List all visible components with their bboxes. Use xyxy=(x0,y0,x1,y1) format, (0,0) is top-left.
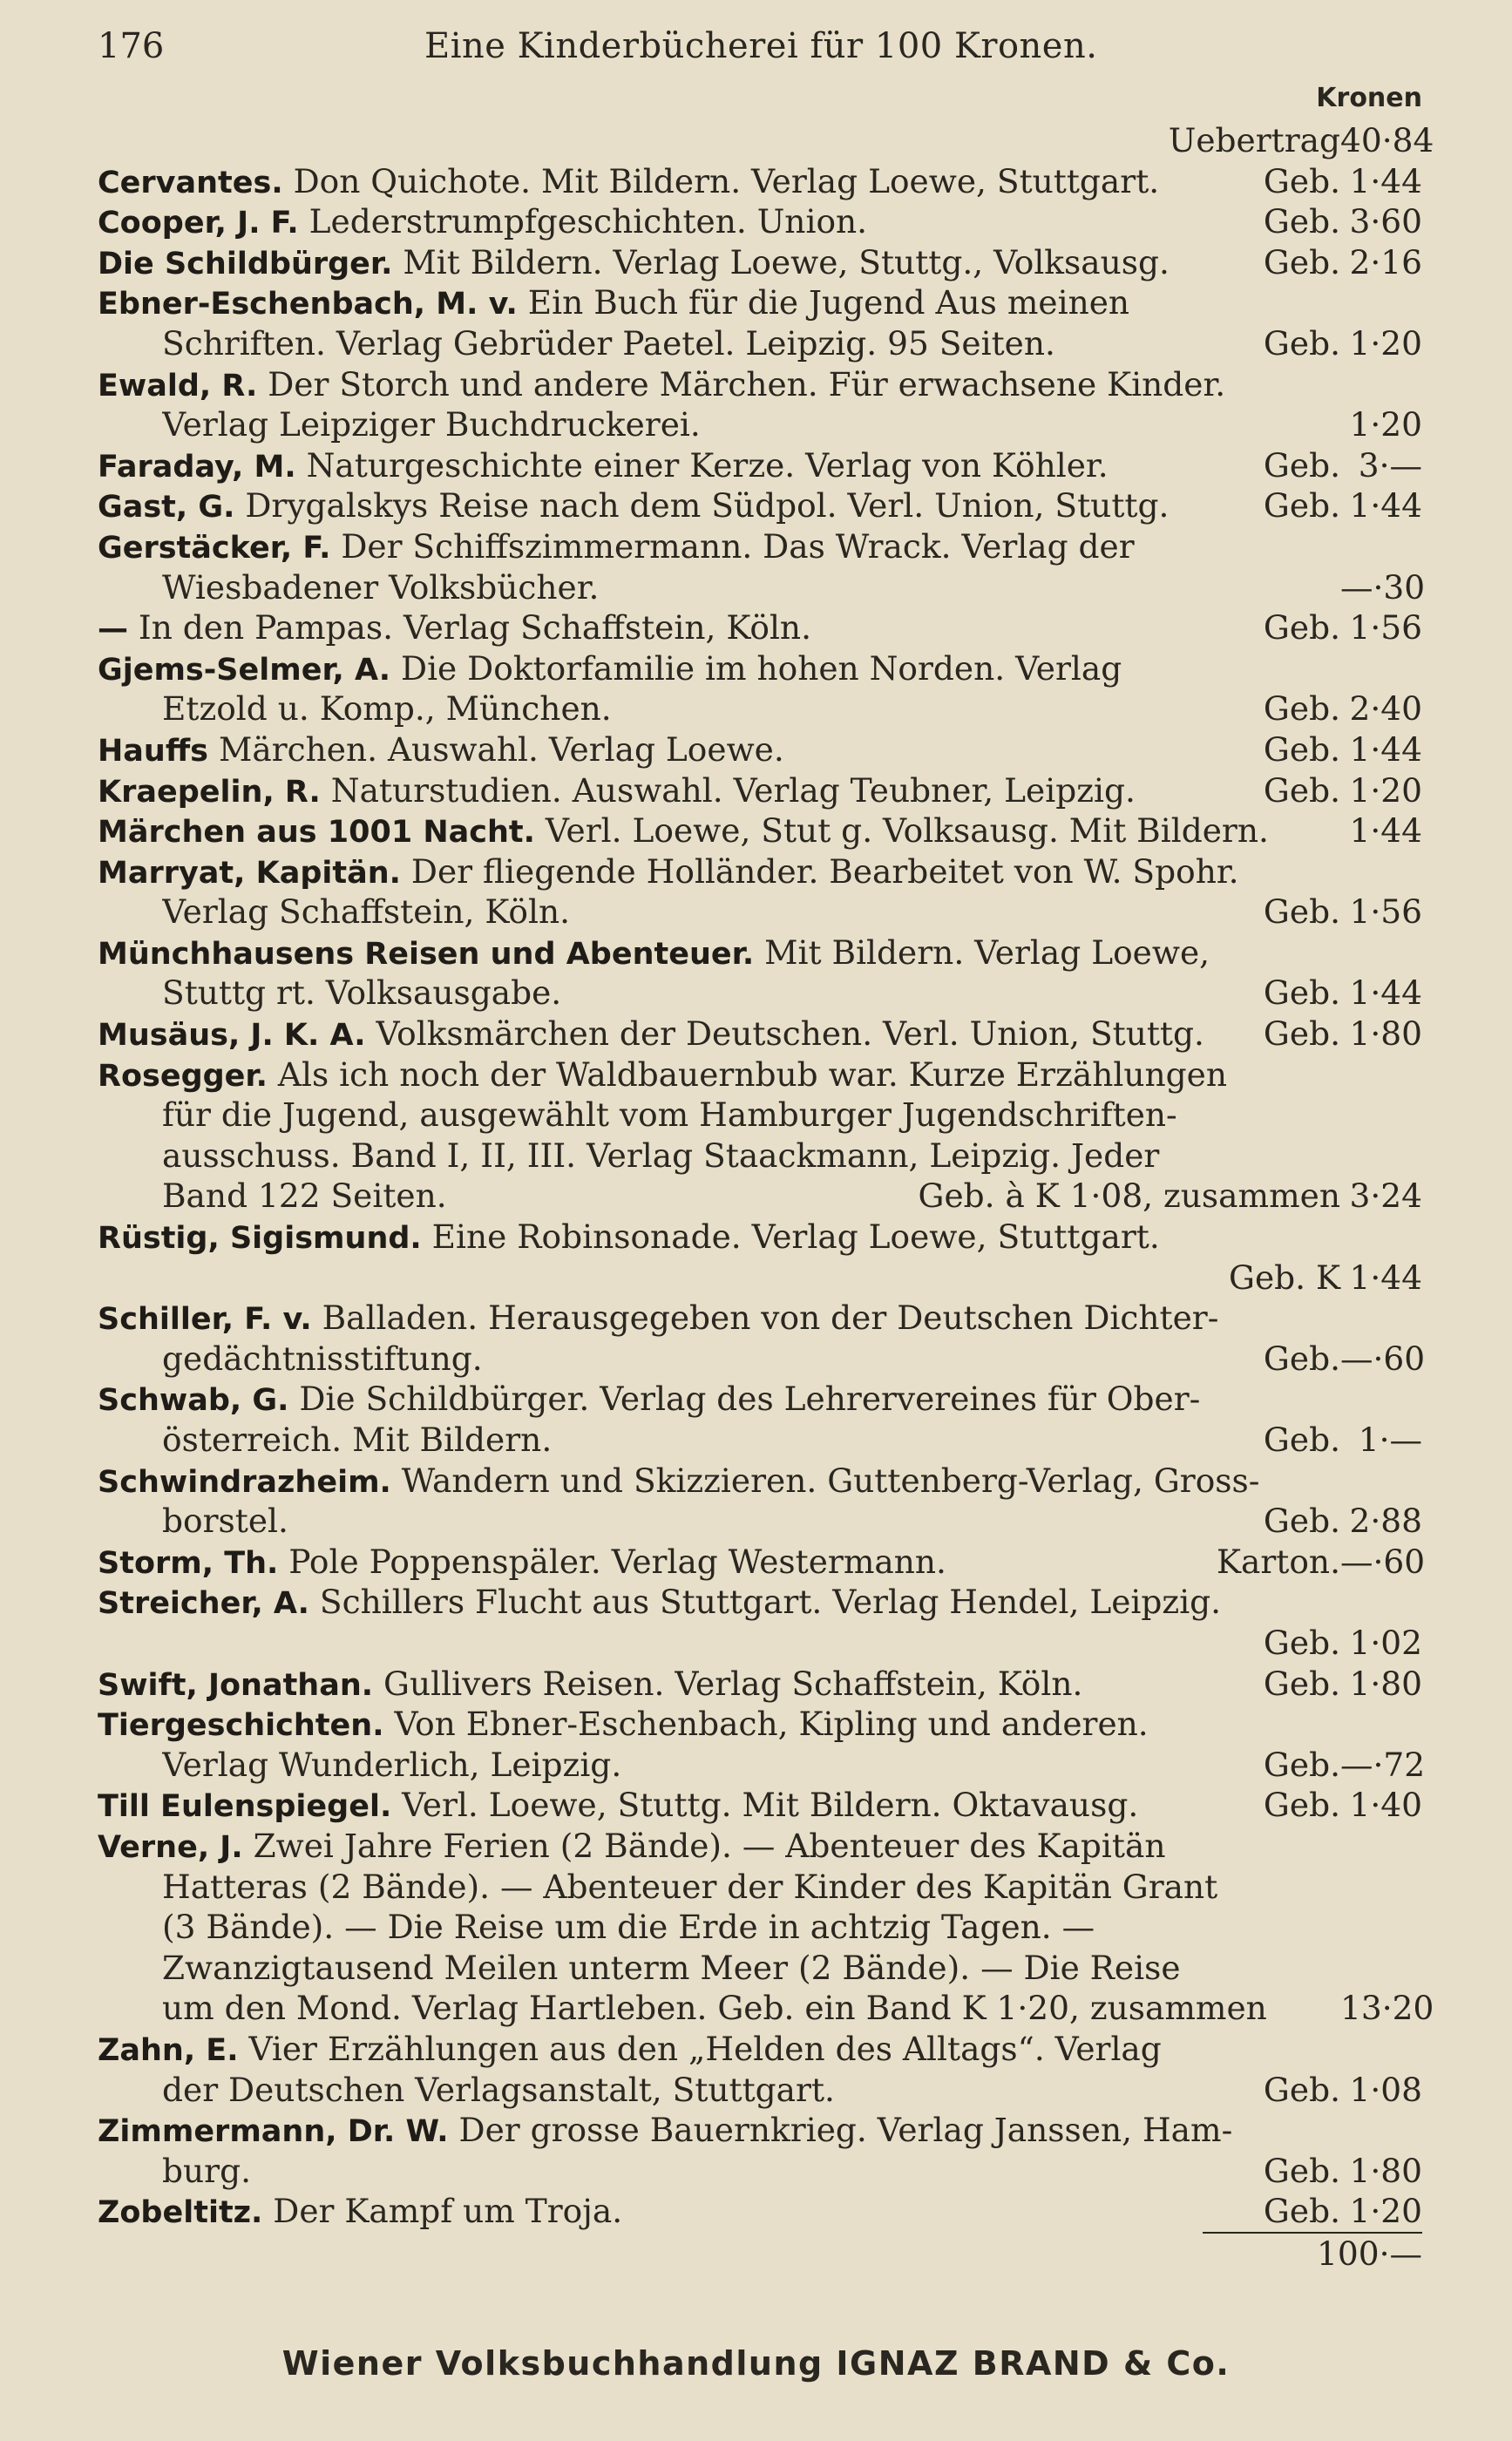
entry-description: österreich. Mit Bildern. xyxy=(162,1421,553,1459)
entry-text xyxy=(162,1339,1253,1380)
carry-over-label: Uebertrag xyxy=(1168,121,1340,159)
page-header xyxy=(98,26,1422,77)
entry-description: borstel. xyxy=(162,1502,288,1541)
entry-description: Gullivers Reisen. Verlag Schaffstein, Köln. xyxy=(383,1664,1083,1703)
entry-text xyxy=(98,932,1330,975)
price: 1·20 xyxy=(1349,770,1422,810)
entry-text xyxy=(98,1014,1253,1056)
author-name: Gast, G. xyxy=(98,490,235,525)
entry-description: Drygalskys Reise nach dem Südpol. Verl. Union, Stuttg. xyxy=(245,486,1170,525)
binding-note: Geb. xyxy=(1263,2151,1340,2190)
book-entry xyxy=(98,932,1422,973)
entry-description: Etzold u. Komp., München. xyxy=(162,689,612,729)
binding-note: Geb. xyxy=(1263,202,1340,241)
entry-text xyxy=(98,1582,1330,1624)
entry-text xyxy=(162,1867,1330,1908)
binding-note: Geb. xyxy=(1263,892,1340,932)
binding-note: Geb. xyxy=(1263,973,1340,1013)
entry-description: Verl. Loewe, Stuttg. Mit Bildern. Oktavausg. xyxy=(402,1786,1139,1825)
entry-description: Wandern und Skizzieren. Guttenberg-Verlag, Gross- xyxy=(401,1461,1260,1500)
binding-note: Geb. xyxy=(1263,1745,1340,1784)
entry-description: Naturstudien. Auswahl. Verlag Teubner, Leipzig. xyxy=(330,770,1136,810)
binding-note: Geb. xyxy=(1263,1421,1340,1459)
sum-rule xyxy=(98,2232,1422,2234)
entry-description: Zwei Jahre Ferien (2 Bände). — Abenteuer des Kapitän xyxy=(253,1826,1166,1865)
book-entry xyxy=(98,1014,1422,1054)
binding-note: Karton. xyxy=(1216,1542,1340,1581)
price: 1·02 xyxy=(1349,1623,1422,1662)
entry-description: Wiesbadener Volksbücher. xyxy=(162,567,600,607)
author-name: Tiergeschichten. xyxy=(98,1708,384,1744)
book-entry-continuation xyxy=(98,2070,1422,2111)
entry-description: Die Schildbürger. Verlag des Lehrervereines für Ober- xyxy=(299,1380,1201,1419)
author-name: Musäus, J. K. A. xyxy=(98,1018,366,1054)
entry-text xyxy=(98,1542,1206,1584)
entry-text xyxy=(98,1664,1253,1706)
entry-text xyxy=(98,1379,1330,1421)
entry-description: Märchen. Auswahl. Verlag Loewe. xyxy=(218,729,784,769)
entry-text xyxy=(98,810,1330,853)
book-entry xyxy=(98,851,1422,892)
entry-description: Der Schiffszimmermann. Das Wrack. Verlag der xyxy=(341,526,1135,566)
book-entry xyxy=(98,648,1422,689)
entry-description: Band 122 Seiten. xyxy=(162,1176,447,1216)
entry-description: Verlag Leipziger Buchdruckerei. xyxy=(162,405,701,444)
price: 3·24 xyxy=(1349,1176,1422,1216)
entry-description: Schillers Flucht aus Stuttgart. Verlag Hendel, Leipzig. xyxy=(319,1583,1222,1622)
page-number: 176 xyxy=(98,26,165,66)
entry-text xyxy=(98,1217,1330,1259)
entry-description: Als ich noch der Waldbauernbub war. Kurze Erzählungen xyxy=(277,1054,1228,1094)
entry-description: Der Kampf um Troja. xyxy=(273,2192,623,2231)
binding-note: Geb. xyxy=(1263,1664,1340,1703)
book-entry-continuation xyxy=(98,323,1422,364)
entry-description: Verlag Schaffstein, Köln. xyxy=(162,892,571,932)
total-line xyxy=(98,2234,1422,2275)
entry-description: burg. xyxy=(162,2151,252,2190)
entry-text xyxy=(98,1054,1330,1097)
entry-description: In den Pampas. Verlag Schaffstein, Köln. xyxy=(138,608,812,648)
entry-text xyxy=(162,1907,1330,1948)
book-entry xyxy=(98,770,1422,811)
book-entry xyxy=(98,729,1422,770)
author-name: Schiller, F. v. xyxy=(98,1302,312,1338)
author-name: Gerstäcker, F. xyxy=(98,530,331,566)
price: 1·56 xyxy=(1349,608,1422,648)
book-entry-continuation xyxy=(98,2151,1422,2192)
entry-text xyxy=(98,445,1253,488)
entry-text xyxy=(162,2151,1253,2192)
entry-text xyxy=(98,1461,1330,1503)
price: 1·80 xyxy=(1349,1664,1422,1703)
book-entry xyxy=(98,1217,1422,1258)
entry-text xyxy=(98,282,1330,325)
book-entry xyxy=(98,2191,1422,2232)
price: 1·08 xyxy=(1349,2070,1422,2109)
book-entry xyxy=(98,1664,1422,1705)
book-entry-continuation xyxy=(98,892,1422,932)
binding-note: Geb. xyxy=(1263,1502,1340,1541)
author-name: Faraday, M. xyxy=(98,449,296,485)
binding-note: Geb. xyxy=(1263,2070,1340,2109)
book-entry-continuation xyxy=(98,1501,1422,1542)
author-name: Zobeltitz. xyxy=(98,2195,263,2231)
entry-text xyxy=(162,2070,1253,2111)
entry-text xyxy=(162,404,1330,445)
entry-text xyxy=(98,526,1330,569)
book-entry xyxy=(98,1054,1422,1095)
price: 1·44 xyxy=(1349,973,1422,1013)
book-entry xyxy=(98,485,1422,526)
book-entry-continuation xyxy=(98,404,1422,445)
book-entry xyxy=(98,282,1422,323)
author-name: Rüstig, Sigismund. xyxy=(98,1221,422,1257)
author-name: — xyxy=(98,612,128,648)
total-amount: 100·— xyxy=(1317,2234,1422,2273)
book-entry-continuation xyxy=(98,1948,1422,1989)
entry-description: Verl. Loewe, Stut g. Volksausg. Mit Bildern. xyxy=(545,811,1269,851)
sum-rule-line xyxy=(1203,2232,1422,2234)
entry-description: Hatteras (2 Bände). — Abenteuer der Kinder des Kapitän Grant xyxy=(162,1867,1218,1906)
book-entry xyxy=(98,2110,1422,2151)
entry-description: Der Storch und andere Märchen. Für erwachsene Kinder. xyxy=(268,364,1226,403)
author-name: Gjems-Selmer, A. xyxy=(98,652,391,688)
entry-description: Eine Robinsonade. Verlag Loewe, Stuttgart. xyxy=(431,1217,1160,1257)
entry-description: Volksmärchen der Deutschen. Verl. Union, Stuttg. xyxy=(376,1014,1204,1054)
author-name: Verne, J. xyxy=(98,1829,243,1865)
price: 1·44 xyxy=(1349,161,1422,200)
book-entry-continuation xyxy=(98,1136,1422,1176)
price: 1·56 xyxy=(1349,892,1422,932)
author-name: Cooper, J. F. xyxy=(98,206,299,241)
entry-description: Der grosse Bauernkrieg. Verlag Janssen, Ham- xyxy=(458,2111,1233,2150)
entry-text xyxy=(98,2110,1330,2153)
publisher-footer: Wiener Volksbuchhandlung IGNAZ BRAND & Co. xyxy=(281,2344,1231,2383)
author-name: Swift, Jonathan. xyxy=(98,1667,374,1703)
entry-text xyxy=(98,607,1253,650)
book-entry xyxy=(98,364,1422,405)
price: 2·88 xyxy=(1349,1502,1422,1541)
entry-description: Ein Buch für die Jugend Aus meinen xyxy=(527,283,1130,322)
entry-description: um den Mond. Verlag Hartleben. Geb. ein Band K 1·20, zusammen xyxy=(162,1989,1267,2028)
book-entry-continuation xyxy=(98,1907,1422,1948)
entry-text xyxy=(162,1176,907,1217)
entry-text xyxy=(98,851,1330,894)
entry-text xyxy=(98,729,1253,772)
price: —·72 xyxy=(1340,1745,1426,1784)
book-entry-continuation xyxy=(98,1745,1426,1786)
entry-text xyxy=(98,648,1330,691)
entry-text xyxy=(162,323,1253,364)
price: 1·44 xyxy=(1349,486,1422,525)
entry-description: Die Doktorfamilie im hohen Norden. Verlag xyxy=(401,648,1122,688)
entry-description: Schriften. Verlag Gebrüder Paetel. Leipzig. 95 Seiten. xyxy=(162,323,1055,363)
entry-description: Vier Erzählungen aus den „Helden des Alltags“. Verlag xyxy=(248,2029,1162,2068)
binding-note: Geb. xyxy=(1263,1623,1340,1662)
book-entry-continuation xyxy=(98,1623,1422,1664)
book-entry xyxy=(98,1826,1422,1867)
book-entry-continuation xyxy=(98,1176,1422,1217)
entry-description: Mit Bildern. Verlag Loewe, Stuttg., Volksausg. xyxy=(403,242,1170,281)
book-entry xyxy=(98,1582,1422,1623)
book-entry-continuation xyxy=(98,688,1422,729)
book-entry xyxy=(98,607,1422,648)
entry-text xyxy=(98,770,1253,813)
entry-text xyxy=(162,892,1253,932)
binding-note: Geb. K xyxy=(1228,1258,1340,1297)
entry-description: Naturgeschichte einer Kerze. Verlag von Köhler. xyxy=(306,445,1109,485)
book-entry-continuation xyxy=(98,567,1426,608)
price: 2·16 xyxy=(1349,242,1422,281)
entry-description: Stuttg rt. Volksausgabe. xyxy=(162,973,562,1013)
author-name: Zimmermann, Dr. W. xyxy=(98,2114,449,2150)
author-name: Marryat, Kapitän. xyxy=(98,855,401,891)
entry-text xyxy=(162,973,1253,1014)
price: 1·— xyxy=(1358,1421,1422,1459)
author-name: Till Eulenspiegel. xyxy=(98,1789,392,1825)
book-entries xyxy=(98,161,1434,2232)
book-entry xyxy=(98,445,1422,486)
price: 3·60 xyxy=(1349,202,1422,241)
binding-note: Geb. xyxy=(1263,486,1340,525)
price: 1·20 xyxy=(1349,405,1422,444)
binding-note: Geb. xyxy=(1263,1786,1340,1825)
author-name: Märchen aus 1001 Nacht. xyxy=(98,815,535,851)
entry-text xyxy=(98,1826,1330,1868)
binding-note: Geb. xyxy=(1263,2192,1340,2231)
book-entry-continuation xyxy=(98,1988,1434,2029)
book-entry xyxy=(98,1704,1422,1745)
binding-note: Geb. xyxy=(1263,1339,1340,1378)
binding-note: Geb. xyxy=(1263,445,1340,485)
author-name: Die Schildbürger. xyxy=(98,246,393,281)
author-name: Zahn, E. xyxy=(98,2032,239,2068)
price: —·30 xyxy=(1340,567,1426,607)
entry-description: Balladen. Herausgegeben von der Deutschen Dichter- xyxy=(322,1298,1219,1338)
book-entry xyxy=(98,1379,1422,1420)
binding-note: Geb. xyxy=(1263,770,1340,810)
entry-description: Lederstrumpfgeschichten. Union. xyxy=(309,202,868,241)
entry-text xyxy=(162,688,1253,729)
price: 1·80 xyxy=(1349,1014,1422,1054)
entry-text xyxy=(98,1785,1253,1827)
price: 3·— xyxy=(1358,445,1422,485)
entry-description: Don Quichote. Mit Bildern. Verlag Loewe, Stuttgart. xyxy=(293,161,1160,200)
book-entry-continuation xyxy=(98,1867,1422,1908)
book-entry-continuation xyxy=(98,1095,1422,1136)
book-entry-continuation xyxy=(98,1339,1426,1380)
binding-note: Geb. xyxy=(1263,729,1340,769)
entry-text xyxy=(98,242,1253,285)
entry-text xyxy=(162,1501,1253,1542)
price: 1·40 xyxy=(1349,1786,1422,1825)
entry-text xyxy=(162,1745,1253,1786)
book-entry xyxy=(98,1298,1422,1339)
entry-text xyxy=(98,201,1253,244)
entry-description: für die Jugend, ausgewählt vom Hamburger Jugendschriften- xyxy=(162,1095,1177,1135)
entry-description: der Deutschen Verlagsanstalt, Stuttgart. xyxy=(162,2070,835,2109)
running-title: Eine Kinderbücherei für 100 Kronen. xyxy=(424,26,1098,66)
price: 1·80 xyxy=(1349,2151,1422,2190)
binding-note: Geb. xyxy=(1263,161,1340,200)
book-entry xyxy=(98,1785,1422,1826)
author-name: Ebner-Eschenbach, M. v. xyxy=(98,287,518,322)
book-entry-continuation xyxy=(98,1420,1422,1461)
author-name: Ewald, R. xyxy=(98,368,258,403)
entry-description: Verlag Wunderlich, Leipzig. xyxy=(162,1745,622,1784)
entry-description: Mit Bildern. Verlag Loewe, xyxy=(764,932,1210,972)
entry-text xyxy=(98,485,1253,528)
binding-note: Geb. xyxy=(1263,242,1340,281)
entry-text xyxy=(98,161,1253,204)
author-name: Schwab, G. xyxy=(98,1383,289,1419)
carry-over-amount: 40·84 xyxy=(1340,121,1434,159)
price: 1·20 xyxy=(1349,323,1422,363)
entry-text xyxy=(162,1420,1253,1461)
book-entry xyxy=(98,526,1422,567)
price: 1·44 xyxy=(1349,729,1422,769)
entry-text xyxy=(162,567,1330,608)
entry-text xyxy=(98,2029,1330,2071)
entry-text xyxy=(162,1988,1330,2029)
entry-text xyxy=(162,1136,1330,1176)
price: 13·20 xyxy=(1340,1989,1434,2028)
entry-description: Der fliegende Holländer. Bearbeitet von W. Spohr. xyxy=(410,851,1239,891)
entry-text xyxy=(98,1298,1330,1340)
book-entry-continuation xyxy=(98,1258,1422,1298)
author-name: Münchhausens Reisen und Abenteuer. xyxy=(98,936,755,972)
entry-description: Pole Poppenspäler. Verlag Westermann. xyxy=(288,1542,946,1581)
book-list-page xyxy=(98,26,1434,2274)
currency-label: Kronen xyxy=(1316,83,1422,113)
book-entry xyxy=(98,2029,1422,2070)
entry-description: Zwanzigtausend Meilen unterm Meer (2 Bände). — Die Reise xyxy=(162,1948,1181,1987)
price: 1·44 xyxy=(1349,811,1422,851)
entry-description: ausschuss. Band I, II, III. Verlag Staackmann, Leipzig. Jeder xyxy=(162,1136,1160,1175)
author-name: Hauffs xyxy=(98,733,209,769)
book-entry xyxy=(98,1542,1426,1583)
entry-text xyxy=(162,1948,1330,1989)
binding-note: Geb. xyxy=(1263,323,1340,363)
price: 2·40 xyxy=(1349,689,1422,729)
author-name: Schwindrazheim. xyxy=(98,1464,391,1500)
entry-text xyxy=(162,1095,1330,1136)
book-entry xyxy=(98,242,1422,283)
book-entry-continuation xyxy=(98,973,1422,1014)
book-entry xyxy=(98,161,1422,202)
book-entry xyxy=(98,201,1422,242)
carry-over-line xyxy=(98,120,1434,161)
binding-note: Geb. xyxy=(1263,1014,1340,1054)
author-name: Kraepelin, R. xyxy=(98,774,321,810)
entry-description: Von Ebner-Eschenbach, Kipling und anderen. xyxy=(394,1705,1149,1744)
book-entry xyxy=(98,810,1422,851)
price: 1·20 xyxy=(1349,2192,1422,2231)
price: —·60 xyxy=(1340,1542,1426,1581)
binding-note: Geb. à K 1·08, zusammen xyxy=(918,1176,1340,1216)
price: —·60 xyxy=(1340,1339,1426,1378)
binding-note: Geb. xyxy=(1263,608,1340,648)
entry-text xyxy=(98,2191,1253,2234)
entry-description: gedächtnisstiftung. xyxy=(162,1339,483,1378)
book-entry xyxy=(98,1461,1422,1502)
entry-description: (3 Bände). — Die Reise um die Erde in achtzig Tagen. — xyxy=(162,1908,1095,1947)
binding-note: Geb. xyxy=(1263,689,1340,729)
entry-text xyxy=(98,1704,1330,1746)
author-name: Cervantes. xyxy=(98,165,283,200)
author-name: Rosegger. xyxy=(98,1058,268,1094)
author-name: Storm, Th. xyxy=(98,1545,279,1581)
entry-text xyxy=(98,364,1330,407)
author-name: Streicher, A. xyxy=(98,1586,309,1622)
price: 1·44 xyxy=(1349,1258,1422,1297)
